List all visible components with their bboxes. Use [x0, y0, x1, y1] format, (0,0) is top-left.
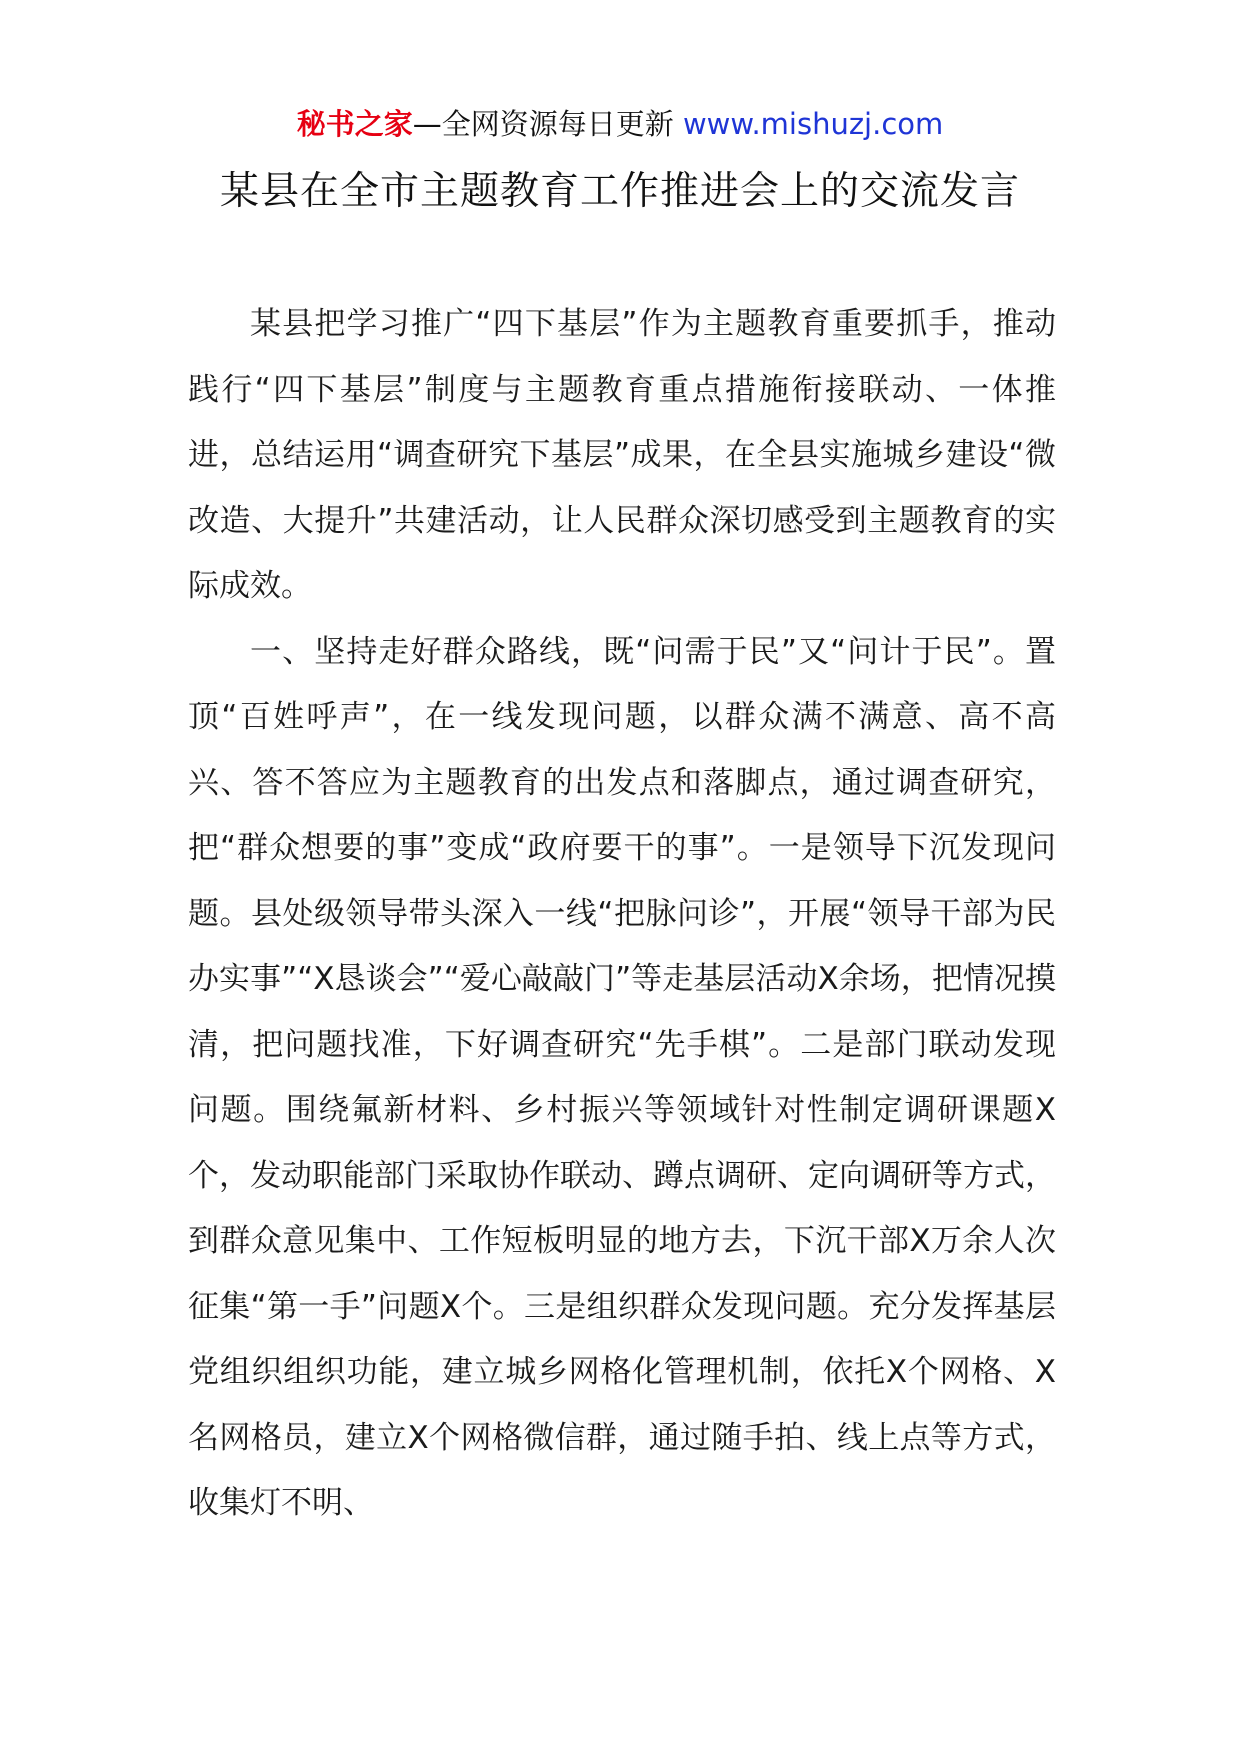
site-url-link[interactable]: www.mishuzj.com	[682, 107, 944, 141]
site-tagline: —全网资源每日更新	[412, 107, 674, 141]
paragraph-intro: 某县把学习推广“四下基层”作为主题教育重要抓手，推动践行“四下基层”制度与主题教育重点措施衔接联动、一体推进，总结运用“调查研究下基层”成果，在全县实施城乡建设“微改造、大提升”共建活动，让人民群众深切感受到主题教育的实际成效。	[188, 306, 1056, 604]
site-header	[0, 104, 1240, 144]
document-body	[188, 292, 1056, 1537]
document-title: 某县在全市主题教育工作推进会上的交流发言	[219, 169, 1020, 214]
paragraph-section-one: 一、坚持走好群众路线，既“问需于民”又“问计于民”。置顶“百姓呼声”，在一线发现问题，以群众满不满意、高不高兴、答不答应为主题教育的出发点和落脚点，通过调查研究，把“群众想要的事”变成“政府要干的事”。一是领导下沉发现问题。县处级领导带头深入一线“把脉问诊”，开展“领导干部为民办实事”“X恳谈会”“爱心敲敲门”等走基层活动X余场，把情况摸清，把问题找准，下好调查研究“先手棋”。二是部门联动发现问题。围绕氟新材料、乡村振兴等领域针对性制定调研课题X个，发动职能部门采取协作联动、蹲点调研、定向调研等方式，到群众意见集中、工作短板明显的地方去，下沉干部X万余人次征集“第一手”问题X个。三是组织群众发现问题。充分发挥基层党组织组织功能，建立城乡网格化管理机制，依托X个网格、X名网格员，建立X个网格微信群，通过随手拍、线上点等方式，收集灯不明、	[188, 633, 1056, 1521]
site-brand: 秘书之家	[296, 107, 413, 141]
